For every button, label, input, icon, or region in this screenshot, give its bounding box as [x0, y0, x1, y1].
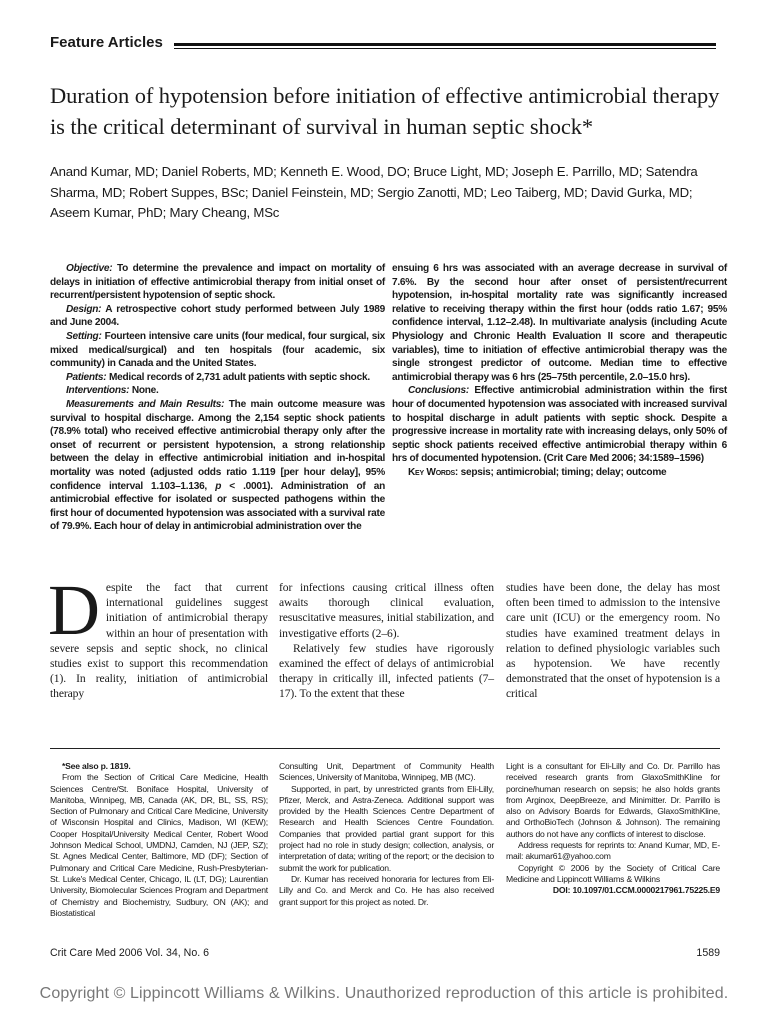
section-header [50, 34, 716, 54]
objective-label: Objective: [66, 263, 113, 274]
results-label: Measurements and Main Results: [66, 398, 225, 410]
footnote-column-2 [279, 761, 494, 908]
keywords-label: Key Words: [408, 466, 459, 478]
abstract-interventions [50, 384, 385, 398]
disclosure-note: Dr. Kumar has received honoraria for lectures from Eli-Lilly and Co. and Merck and Co. He has also received grant support for this project as noted. Dr. [279, 873, 494, 907]
abstract-conclusions [392, 384, 727, 466]
results-text-b: < .0001). Administration of an antimicrobial effective for isolated or suspected pathogens within the first hour of documented hypotension was associated with a survival rate of 79.9%. Each hour of delay in antimicrobial administration over the [50, 480, 385, 533]
abstract-column-left [50, 262, 385, 534]
intro-text: espite the fact that current international guidelines suggest initiation of antimicrobial therapy within an hour of presentation with severe sepsis and septic shock, no clinical studies exist to support this recommendation (1). In reality, initiation of antimicrobial therapy [50, 581, 268, 701]
body-paragraph: Relatively few studies have rigorously examined the effect of delays of antimicrobial therapy in critically ill, infected patients (7–17). To the extent that these [279, 641, 494, 701]
abstract-patients [50, 371, 385, 385]
author-list: Anand Kumar, MD; Daniel Roberts, MD; Kenneth E. Wood, DO; Bruce Light, MD; Joseph E. Parrillo, MD; Satendra Sharma, MD; Robert Suppes, BSc; Daniel Feinstein, MD; Sergio Zanotti, MD; Leo Taiberg, MD; David Gurka, MD; Aseem Kumar, PhD; Mary Cheang, MSc [50, 164, 698, 220]
affiliations-note-continued: Consulting Unit, Department of Community Health Sciences, University of Manitoba, Winnipeg, MB (MC). [279, 761, 494, 783]
results-text-a: The main outcome measure was survival to hospital discharge. Among the 2,154 septic shock patients (78.9% total) who received effective antimicrobial therapy only after the onset of recurrent or persistent hypotension, a strong relationship between the delay in effective antimicrobial initiation and in-hospital mortality was noted (adjusted odds ratio 1.119 [per hour delay], 95% confidence interval 1.103–1.136, [50, 398, 385, 492]
patients-label: Patients: [66, 371, 107, 383]
intro-paragraph [48, 570, 268, 702]
copyright-watermark: Copyright © Lippincott Williams & Wilkins. Unauthorized reproduction of this article is prohibited. [39, 985, 729, 1002]
body-column-2 [279, 580, 494, 702]
affiliations-note: From the Section of Critical Care Medicine, Health Sciences Centre/St. Boniface Hospital, University of Manitoba, Winnipeg, MB, Canada (AK, DR, BL, SS, RS); Section of Pulmonary and Critical Care Medicine, University of Wisconsin Hospital and Clinics, Madison, WI (KEW); Cooper Hospital/University Medical Center, Robert Wood Johnson Medical School, UMDNJ, Camden, NJ (JEP, SZ); St. Agnes Medical Center, Baltimore, MD (DF); Section of Pulmonary and Critical Care Medicine, Rush-Presbyterian-St. Luke's Medical Center, Chicago, IL (LT, DG); Laurentian University, Biomolecular Sciences Program and Department of Chemistry and Biochemistry, Sudbury, ON (AK); and Biostatistical [50, 772, 268, 918]
footnote-rule [50, 748, 720, 749]
body-column-1 [48, 570, 268, 702]
abstract-setting [50, 330, 385, 371]
keywords-text: sepsis; antimicrobial; timing; delay; outcome [460, 466, 667, 478]
copyright-note: Copyright © 2006 by the Society of Critical Care Medicine and Lippincott Williams & Wilkins [506, 862, 720, 884]
abstract-objective [50, 262, 385, 303]
funding-note: Supported, in part, by unrestricted grants from Eli-Lilly, Pfizer, Merck, and Astra-Zeneca. Additional support was provided by the Health Sciences Centre Department of Research and Health Sciences Centre Foundation. Companies that provided partial grant support for this project had no role in study design; collection, analysis, or interpretation of data; writing of the report; or the decision to submit the work for publication. [279, 783, 494, 873]
setting-text: Fourteen intensive care units (four medical, four surgical, six mixed medical/surgical) and ten hospitals (four academic, six community) in Canada and the United States. [50, 330, 385, 370]
patients-text: Medical records of 2,731 adult patients with septic shock. [108, 371, 370, 383]
see-also-note: *See also p. 1819. [62, 761, 131, 771]
page-number: 1589 [696, 947, 720, 959]
design-label: Design: [66, 303, 102, 315]
abstract-results [50, 398, 385, 534]
abstract-column-right [392, 262, 727, 480]
footnote-column-3 [506, 761, 720, 897]
body-column-3 [506, 580, 720, 702]
interventions-text: None. [131, 385, 159, 397]
disclosure-note-continued: Light is a consultant for Eli-Lilly and Co. Dr. Parrillo has received research grants from GlaxoSmithKline for porcine/human research on sepsis; he also holds grants from Arginox, DeepBreeze, and Minimitter. Dr. Parrillo is also on Advisory Boards for Edwards, GlaxoSmithKline, and OrthoBioTech (Johnson & Johnson). The remaining authors do not have any conflicts of interest to disclose. [506, 761, 720, 839]
setting-label: Setting: [66, 330, 102, 342]
objective-text: To determine the prevalence and impact on mortality of delays in initiation of effective antimicrobial therapy from initial onset of recurrent/persistent hypotension of septic shock. [50, 263, 386, 302]
doi-link[interactable]: DOI: 10.1097/01.CCM.0000217961.75225.E9 [552, 885, 720, 896]
journal-citation: Crit Care Med 2006 Vol. 34, No. 6 [50, 947, 209, 959]
abstract-design [50, 303, 385, 330]
drop-cap: D [48, 570, 100, 650]
abstract-results-continued: ensuing 6 hrs was associated with an average decrease in survival of 7.6%. By the second hour after onset of persistent/recurrent hypotension, in-hospital mortality rate was significantly increased relative to receiving therapy within the first hour (odds ratio 1.67; 95% confidence interval, 1.12–2.48). In multivariate analysis (including Acute Physiology and Chronic Health Evaluation II score and therapeutic variables), time to initiation of effective antimicrobial therapy was the single strongest predictor of outcome. Median time to effective antimicrobial therapy was 6 hrs (25–75th percentile, 2.0–15.0 hrs). [392, 263, 727, 383]
header-rule [174, 43, 716, 49]
abstract-keywords [392, 466, 727, 480]
reprints-note: Address requests for reprints to: Anand Kumar, MD, E-mail: akumar61@yahoo.com [506, 840, 720, 862]
conclusions-label: Conclusions: [408, 385, 469, 397]
design-text: A retrospective cohort study performed between July 1989 and June 2004. [50, 303, 386, 329]
interventions-label: Interventions: [66, 385, 130, 397]
conclusions-text: Effective antimicrobial administration within the first hour of documented hypotension was associated with increased survival to hospital discharge in adult patients with septic shock. Despite a progressive increase in mortality rate with increasing delays, only 50% of septic shock patients received effective antimicrobial therapy within 6 hrs of documented hypotension. (Crit Care Med 2006; 34:1589–1596) [392, 385, 727, 465]
footnote-column-1 [50, 761, 268, 919]
article-title: Duration of hypotension before initiation of effective antimicrobial therapy is the critical determinant of survival in human septic shock* [50, 83, 720, 139]
section-label: Feature Articles [50, 34, 163, 51]
body-paragraph: for infections causing critical illness often awaits thorough clinical evaluation, resuscitative measures, initial stabilization, and investigative efforts (2–6). [279, 581, 494, 640]
p-value-symbol: p [215, 480, 222, 492]
body-paragraph: studies have been done, the delay has most often been timed to admission to the intensive care unit (ICU) or the emergency room. No studies have examined treatment delays in relation to defined physiologic variables such as hypotension. We have recently demonstrated that the onset of hypotension is a critical [506, 581, 720, 701]
